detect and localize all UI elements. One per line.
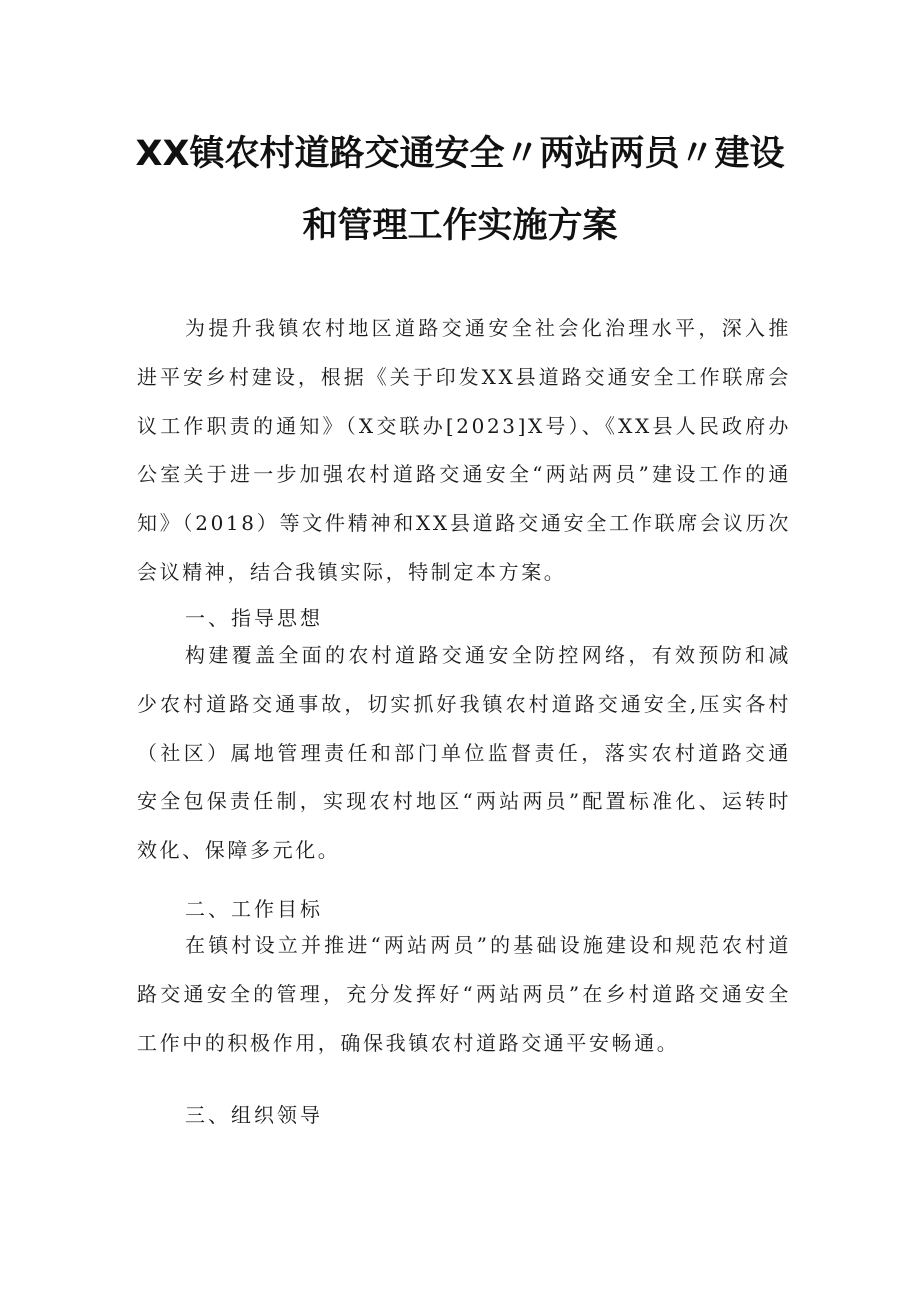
document-title-line-2: 和管理工作实施方案 <box>302 206 618 246</box>
intro-paragraph: 为提升我镇农村地区道路交通安全社会化治理水平，深入推进平安乡村建设，根据《关于印发XX县道路交通安全工作联席会议工作职责的通知》（X交联办[2023]X号）、《XX县人民政府办公室关于进一步加强农村道路交通安全“两站两员”建设工作的通知》（2018）等文件精神和XX县道路交通安全工作联席会议历次会议精神，结合我镇实际，特制定本方案。 <box>137 316 791 584</box>
section-heading-organization: 三、组织领导 <box>185 1103 323 1127</box>
section-heading-guiding-ideology: 一、指导思想 <box>185 606 323 630</box>
section-heading-work-goals: 二、工作目标 <box>185 897 323 921</box>
guiding-ideology-paragraph: 构建覆盖全面的农村道路交通安全防控网络，有效预防和减少农村道路交通事故，切实抓好我镇农村道路交通安全,压实各村（社区）属地管理责任和部门单位监督责任，落实农村道路交通安全包保责任制，实现农村地区“两站两员”配置标准化、运转时效化、保障多元化。 <box>137 643 791 863</box>
document-title-line-1: XX镇农村道路交通安全〃两站两员〃建设 <box>135 134 785 174</box>
work-goals-paragraph: 在镇村设立并推进“两站两员”的基础设施建设和规范农村道路交通安全的管理，充分发挥好“两站两员”在乡村道路交通安全工作中的积极作用，确保我镇农村道路交通平安畅通。 <box>137 933 791 1055</box>
